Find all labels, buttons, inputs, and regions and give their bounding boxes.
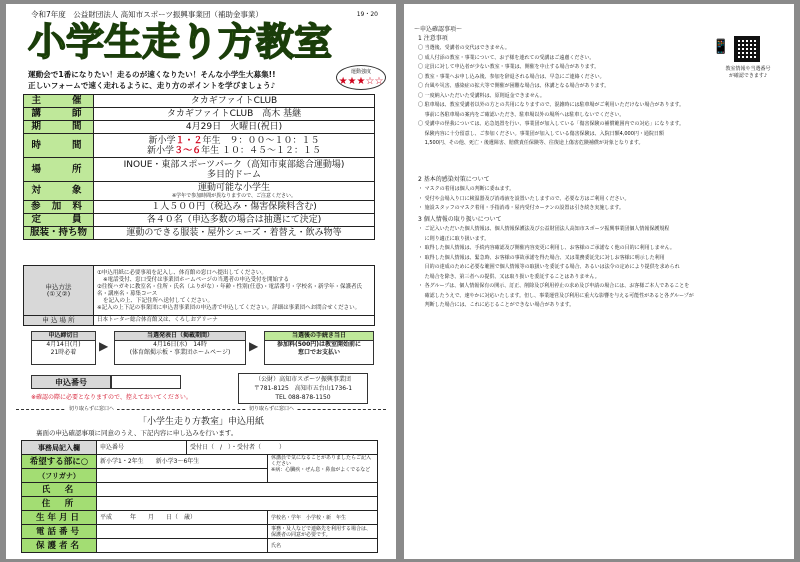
course-label: 希望する部に○ — [22, 455, 97, 469]
apply-method-table — [23, 265, 375, 326]
apply-place-label: 申 込 場 所 — [24, 316, 94, 326]
difficulty-stars-icon: ★★★☆☆ — [338, 76, 384, 87]
time-2-grade: ３～６ — [174, 145, 202, 156]
page-number: 19・20 — [356, 11, 378, 18]
time-label: 時 間 — [24, 134, 94, 158]
place-value — [94, 158, 375, 182]
address-label: 住 所 — [22, 497, 97, 511]
method-2: ②往復ハガキに教室名・住所・氏名（ふりがな）・年齢・性別(任意)・電話番号・学校名・新学年・保護者氏名・講座名・募集コース — [97, 283, 362, 297]
apply-place-value: 日本トーター総合体育館又は、くろしおアリーナ — [94, 316, 375, 326]
place-value-2: 多目的ドーム — [206, 169, 261, 180]
list-item: 目的の達成のために必要な範囲で個人情報等の取扱いを委託する場合、あるいは法令の定めにより提供を求められ — [418, 264, 680, 270]
list-item: 〇 当選後、受講者の交代はできません。 — [418, 45, 510, 51]
difficulty-badge — [336, 65, 386, 90]
kana-label: （フリガナ） — [22, 469, 97, 483]
list-item: ・ マスクの着用は個人の判断に委ねます。 — [418, 186, 515, 192]
list-item: 確認したうえで、速やかに対応いたします。但し、事業運営及び利用に重大な影響を与える可能性があると各グループが — [418, 292, 694, 299]
list-item: 〇 成人付添の教室・事業について、お子様を連れての受講はご遠慮ください。 — [418, 54, 595, 61]
guardian-note: 氏名 — [268, 539, 378, 553]
tel-label: 電話番号 — [22, 525, 97, 539]
apply-number-label: 申込番号 — [31, 375, 111, 389]
period-label: 期 間 — [24, 121, 94, 134]
fee-label: 参 加 料 — [24, 201, 94, 214]
contact-org: （公財）高知市スポーツ振興事業団 — [255, 376, 351, 383]
birth-label: 生年月日 — [22, 511, 97, 525]
course-option-1[interactable]: 新小学1・2年生 — [100, 457, 144, 465]
list-item: 〇 受講中の怪我については、応急処置を行い、事業団が加入している「傷害保険の補償範囲内での対応」になります。 — [418, 121, 685, 127]
fee-value: １人５００円（税込み・傷害保険料含む) — [94, 201, 375, 214]
section-1-heading: 1 注意事項 — [418, 35, 448, 42]
school-value: 小学校・新 年生 — [306, 514, 347, 521]
method-2b: を記入の上、下記住所へ送付してください。 — [103, 297, 214, 304]
birth-field[interactable]: 平成 年 月 日（ 歳） — [97, 511, 268, 525]
host-label: 主 催 — [24, 95, 94, 108]
smartphone-icon: 📱 — [712, 39, 730, 55]
target-label: 対 象 — [24, 182, 94, 201]
target-value-text: 運動可能な小学生 — [197, 183, 270, 193]
deadline-head: 申込締切日 — [32, 332, 95, 341]
clothes-label: 服装・持ち物 — [24, 227, 94, 240]
qr-caption-1: 教室情報や当選番号 — [725, 66, 771, 72]
apply-number-note: ※確認の際に必要となりますので、控えておいてください。 — [31, 394, 192, 401]
event-day-box — [264, 331, 374, 365]
flow-arrow-icon: ▶ — [99, 339, 109, 353]
place-label: 場 所 — [24, 158, 94, 182]
intro-line-1: 運動会で1番になりたい！走るのが速くなりたい！そんな小学生大募集!! — [28, 70, 276, 79]
flyer-page — [6, 4, 396, 559]
apply-number-field[interactable] — [111, 375, 181, 389]
organizer-line: 令和7年度 公益財団法人 高知市スポーツ振興事業団（補助金事業） — [31, 10, 263, 19]
host-value: タカギファイトCLUB — [94, 95, 375, 108]
application-form — [21, 440, 378, 553]
event-fee-2: 窓口でお支払い — [297, 349, 340, 356]
contact-address: 〒781-8125 高知市五台山1736-1 — [253, 385, 353, 392]
time-2-prefix: 新小学 — [147, 145, 175, 156]
guardian-field[interactable] — [97, 539, 268, 553]
list-item: 1,500円、その他、死亡・後遺障害、賠償責任保険等、往復途上傷害危険補償が対象となります。 — [418, 140, 644, 146]
list-item: ・ 各グループは、個人情報保有の開示、訂正、削除及び利用停止の求め及び申請の場合には、お客様ご本人であることを — [418, 283, 690, 289]
course-options[interactable] — [97, 455, 268, 469]
method-label: 申込方法 (①又②) — [24, 266, 94, 316]
flyer-title: 小学生走り方教室 — [28, 20, 333, 64]
list-item: ・ 受付や会場入り口に検温器及び消毒液を設置いたしますので、必要な方はご利用ください。 — [418, 195, 630, 202]
instructor-label: 講 師 — [24, 108, 94, 121]
list-item: ・ 取得した個人情報は、緊急時、お客様の事故承諾を得た場合、又は業務委託先に対しお客様に明示した利用 — [418, 254, 665, 261]
list-item: ・ ご記入いただいた個人情報は、個人情報保護法及び公益財団法人高知市スポーツ振興事業団個人情報保護規程 — [418, 226, 670, 232]
period-value: 4月29日 火曜日(祝日) — [94, 121, 375, 134]
back-heading: ～申込確認事項～ — [414, 26, 463, 33]
target-value — [94, 182, 375, 201]
back-page — [404, 4, 794, 559]
tel-field[interactable] — [97, 525, 268, 539]
deadline-time: 21時必着 — [50, 349, 77, 356]
staff-date[interactable]: 受付日（ / ）・受付者（ ） — [187, 441, 378, 455]
time-1-suffix: 年生 ９：００～１０：１５ — [202, 135, 320, 146]
course-note-text: 休講員で気になることがありましたらご記入ください — [271, 455, 372, 467]
instructor-value: タカギファイトCLUB 高木 基継 — [94, 108, 375, 121]
form-subtitle: 裏面の申込確認事項に同意のうえ、下記内容に申し込みを行います。 — [36, 429, 238, 437]
announce-box — [114, 331, 246, 365]
list-item: 〇 一度納入いただいた受講料は、原則返金できません。 — [418, 92, 545, 99]
cut-label-left: 切り取らずに窓口へ — [66, 405, 117, 414]
event-fee-1: 参加料(500円)は教室開始前に — [276, 341, 361, 348]
time-value — [94, 134, 375, 158]
qr-code-icon[interactable] — [734, 36, 760, 62]
name-label: 氏 名 — [22, 483, 97, 497]
section-3-heading: 3 個人情報の取り扱いについて — [418, 216, 502, 223]
list-item: 〇 教室・事業へお申し込み後、参加を辞退される場合は、早急にご連絡ください。 — [418, 73, 605, 80]
qr-caption — [710, 66, 786, 80]
event-info-table — [23, 94, 375, 240]
health-note: ※病：心臓疾・ぜん息・鼻血がよくでるなど — [271, 467, 371, 473]
list-item: ・ 取得した個人情報は、手続内容確認及び開催内容変更に利用し、お客様のご承諾なく他の目的に利用しません。 — [418, 245, 675, 251]
course-note[interactable] — [268, 455, 378, 483]
list-item: ・ 施設スタッフのマスク着用・手指消毒・屋内受付カーテンの設置は引き続き実施します。 — [418, 205, 624, 211]
difficulty-label: 運動強度 — [350, 69, 371, 75]
name-field[interactable] — [97, 483, 378, 497]
staff-no[interactable]: 申込番号 — [97, 441, 187, 455]
announce-where: (体育館掲示板・事業団ホームページ) — [129, 349, 231, 356]
qr-caption-2: が確認できます♪ — [728, 73, 768, 79]
announce-head: 当選発表日（掲載期間） — [115, 332, 245, 341]
contact-box — [238, 373, 368, 404]
method-1-note: ※電話受付、窓口受付は事業団ホームページの当選者の申込受付を開始する — [103, 276, 290, 283]
course-option-2[interactable]: 新小学3～6年生 — [155, 457, 200, 465]
guardian-label: 保護者名 — [22, 539, 97, 553]
deadline-date: 4月14日(月) — [46, 341, 81, 348]
contact-tel: TEL 088-878-1150 — [275, 394, 331, 401]
list-item: 〇 定員に対して申込者が少ない教室・事業は、開催を中止する場合があります。 — [418, 64, 600, 70]
time-1-grade: １・２ — [175, 135, 203, 146]
event-head: 当選後の手続き当日 — [265, 332, 373, 341]
announce-date: 4月16日(水) 14時 — [153, 341, 207, 348]
capacity-value: 各４０名（申込多数の場合は抽選にて決定) — [94, 214, 375, 227]
target-note: ※学年で参加時間が異なりますので、ご注意ください。 — [171, 193, 297, 199]
method-1: ①申込用紙に必要事項を記入し、体育館の窓口へ提出してください。 — [97, 269, 267, 276]
capacity-label: 定 員 — [24, 214, 94, 227]
list-item: 〇 駐車場は、教室受講者以外の方との共用になりますので、混雑時には駐車場がご利用いただけない場合があります。 — [418, 102, 685, 108]
cut-label-right: 切り取らずに窓口へ — [246, 405, 297, 414]
address-field[interactable] — [97, 497, 378, 511]
school-label: 学校名・学年 — [271, 514, 302, 521]
form-title: 「小学生走り方教室」申込用紙 — [137, 417, 264, 427]
flow-arrow-icon: ▶ — [249, 339, 259, 353]
clothes-value: 運動のできる服装・屋外シューズ・着替え・飲み物等 — [94, 227, 375, 240]
staff-label: 事務局記入欄 — [22, 441, 97, 455]
list-item: に則り適正に取り扱います。 — [418, 235, 490, 242]
school-field[interactable] — [268, 511, 378, 525]
list-item: た場合を除き、第三者への提供、又は取り扱いを委託することはありません。 — [418, 273, 600, 280]
list-item: 〇 台風や災害、感染症の拡大等で開催が困難な場合は、休講となる場合があります。 — [418, 83, 610, 89]
method-value — [94, 266, 375, 316]
method-note: ※記入の上下記の事業団に申込書事業団の申込書で申込してください。詳細は事業団へお問合せください。 — [97, 304, 361, 311]
section-2-heading: 2 基本的感染対策について — [418, 176, 490, 183]
intro-line-2: 正しいフォームで速く走れるように、走り方のポイントを学びましょう♪ — [28, 81, 276, 90]
time-2-suffix: 年生 １０：４５～１２：１５ — [201, 145, 321, 156]
time-1-prefix: 新小学 — [148, 135, 176, 146]
tel-note: 事務・及人などで連絡先を利用する場合は、保護者の同意が必要です。 — [268, 525, 378, 539]
kana-field[interactable] — [97, 469, 268, 483]
deadline-box — [31, 331, 96, 365]
list-item: 判断した場合には、これに応じることができない場合があります。 — [418, 302, 575, 308]
place-value-1: INOUE・東部スポーツパーク（高知市東部総合運動場) — [123, 159, 345, 170]
list-item: 保険内容に十分留意し、ご参加ください。事業団が加入している傷害保険は、入院日額4,000円・通院日額 — [418, 130, 664, 137]
list-item: 事前に各駐車場の案内をご確認いただき、駐車場以外の場所へは駐車しないでください。 — [418, 111, 625, 118]
